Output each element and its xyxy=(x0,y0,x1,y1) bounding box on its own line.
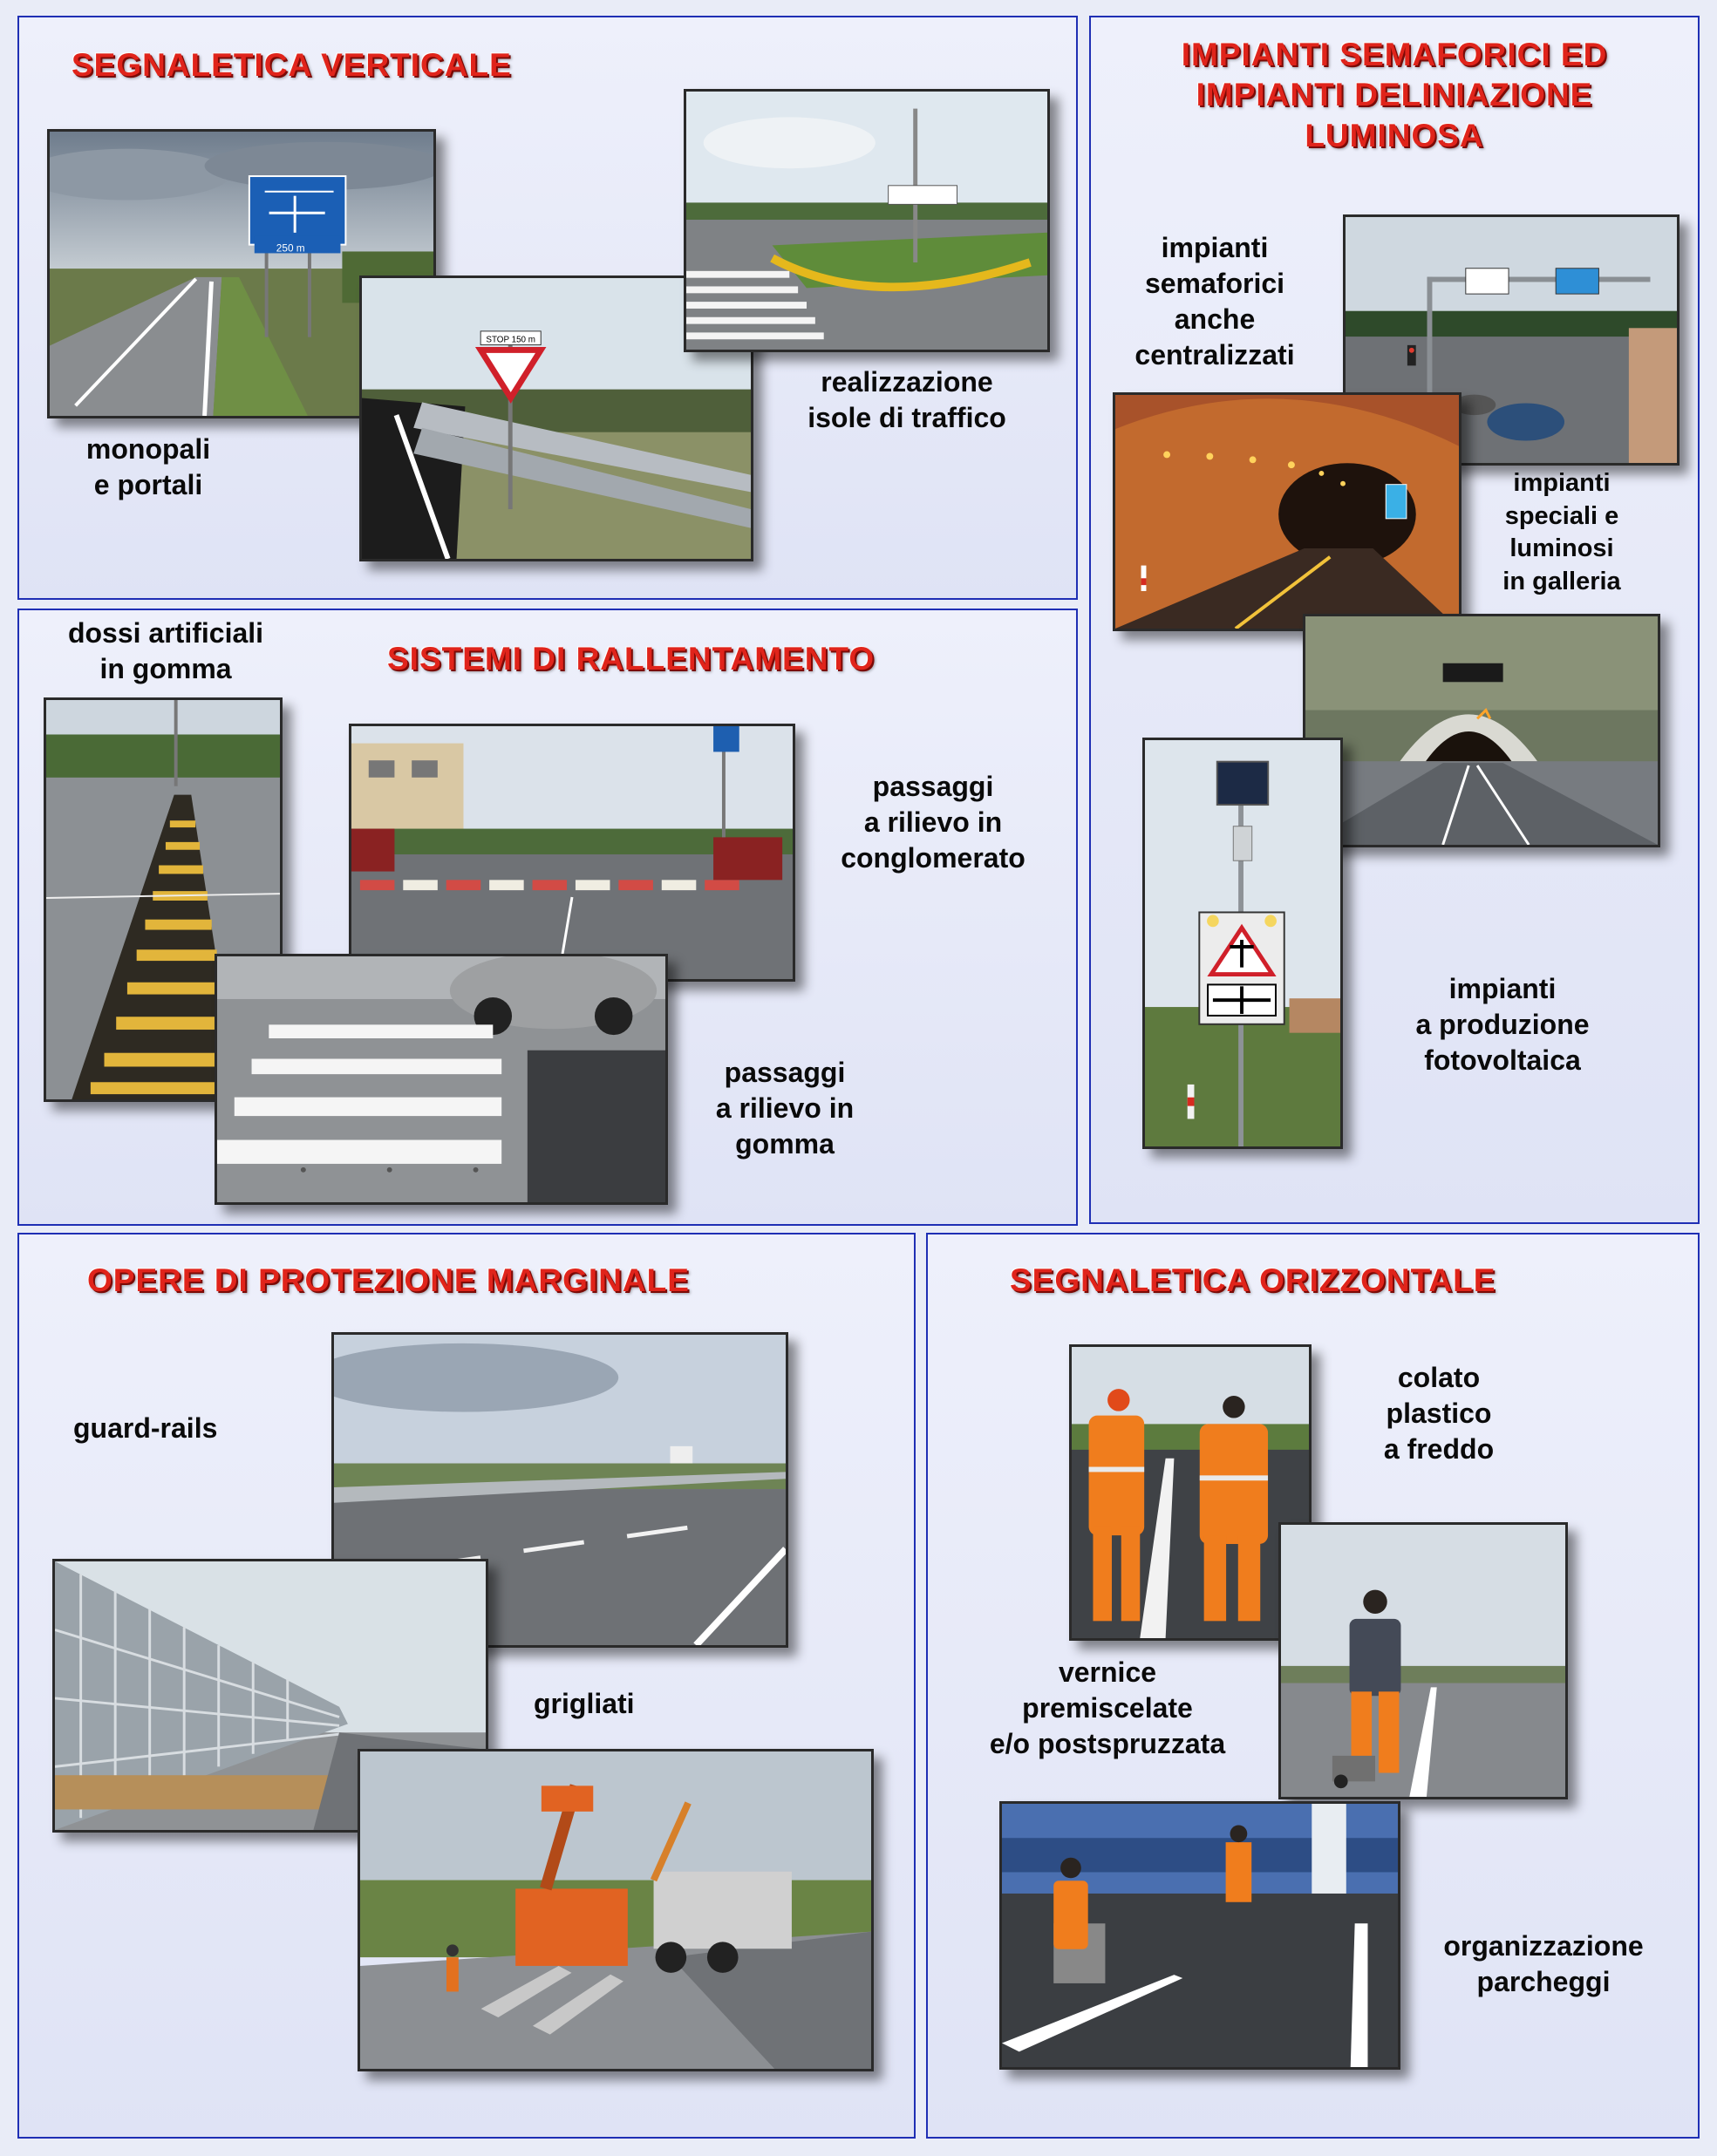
photo-isole-traffico xyxy=(684,89,1050,352)
photo-infissione-pali xyxy=(358,1749,874,2071)
caption-gomma: passaggi a rilievo in gomma xyxy=(715,1057,855,1160)
caption-monopali: monopali e portali xyxy=(85,433,211,500)
caption-guardrails: guard-rails xyxy=(73,1412,218,1444)
section-title-protezione: OPERE DI PROTEZIONE MARGINALE xyxy=(87,1262,690,1298)
caption-parcheggi: organizzazione parcheggi xyxy=(1443,1930,1644,1997)
section-title-orizzontale: SEGNALETICA ORIZZONTALE xyxy=(1010,1262,1496,1298)
caption-colato: colato plastico a freddo xyxy=(1383,1362,1495,1465)
photo-galleria-interno xyxy=(1113,392,1461,631)
caption-grigliati: grigliati xyxy=(534,1688,635,1719)
caption-isole-traffico: realizzazione isole di traffico xyxy=(807,366,1006,433)
photo-passaggi-gomma xyxy=(215,954,668,1205)
caption-conglomerato: passaggi a rilievo in conglomerato xyxy=(841,771,1025,874)
photo-colato-plastico xyxy=(1069,1344,1312,1641)
portal-sign-distance: 250 m xyxy=(276,241,305,255)
photo-passaggi-conglomerato xyxy=(349,724,795,982)
section-title-semafori: IMPIANTI SEMAFORICI ED IMPIANTI DELINIAZIONE LUMINOSA xyxy=(1181,37,1608,153)
caption-dossi: dossi artificiali in gomma xyxy=(67,617,264,684)
caption-fotovoltaica: impianti a produzione fotovoltaica xyxy=(1415,973,1590,1076)
photo-parcheggi xyxy=(999,1801,1400,2070)
caption-galleria: impianti speciali e luminosi in galleria xyxy=(1502,469,1621,596)
photo-galleria-ingresso xyxy=(1303,614,1660,847)
caption-vernice: vernice premiscelate e/o postspruzzata xyxy=(989,1656,1226,1759)
sign-stop-label: STOP 150 m xyxy=(486,335,536,345)
photo-fotovoltaico xyxy=(1142,738,1343,1149)
section-title-rallentamento: SISTEMI DI RALLENTAMENTO xyxy=(387,641,876,677)
section-title-verticale: SEGNALETICA VERTICALE xyxy=(72,47,512,83)
caption-impianti-semaforici: impianti semaforici anche centralizzati xyxy=(1134,232,1295,371)
photo-vernice-postspruzzata xyxy=(1278,1522,1568,1799)
